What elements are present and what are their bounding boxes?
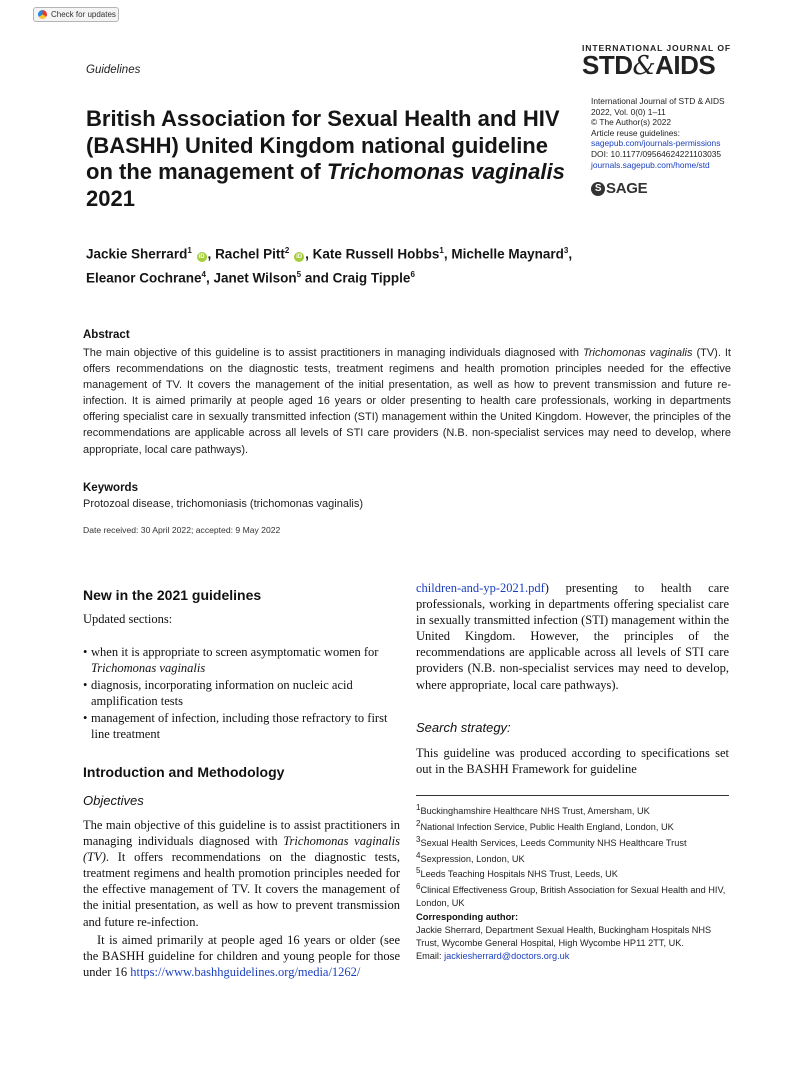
author-affiliation: 4 (201, 269, 206, 279)
abstract-part: (TV). It offers recommendations on the diagnostic tests, treatment regimens and health promotion principles needed for the effective management of TV. It covers the management of the initial presentation, as well as how to prevent transmission and future re-infection. It is aimed primarily at people aged 16 years or older presenting to health care professionals, working in departments offering specialist care in sexually transmitted infection (STI) management within the United Kingdom. However, the principles of the recommendations are applicable across all levels of STI care providers (N.B. non-specialist services may need to develop, where appropriate, local care pathways). (83, 347, 731, 456)
list-item-italic: Trichomonas vaginalis (91, 661, 206, 675)
author-affiliation: 1 (187, 246, 192, 255)
journal-home-link[interactable]: journals.sagepub.com/home/std (591, 159, 710, 170)
paragraph (83, 817, 400, 930)
author-affiliation: 6 (410, 269, 415, 279)
journal-info-line: International Journal of STD & AIDS (591, 96, 725, 106)
article-title (86, 106, 571, 212)
keywords-text: Protozoal disease, trichomoniasis (trichomonas vaginalis) (83, 498, 364, 510)
author-name: Jackie Sherrard (86, 246, 188, 262)
author-name: Rachel Pitt (215, 246, 285, 262)
list-item-text: management of infection, including those refractory to first line treatment (91, 711, 388, 741)
journal-logo-aids: AIDS (655, 50, 716, 80)
title-main: British Association for Sexual Health and HIV (BASHH) United Kingdom national guideline on the management of (86, 106, 560, 184)
section-label: Guidelines (86, 64, 141, 76)
paragraph (83, 932, 400, 980)
affiliation-text: Clinical Effectiveness Group, British Association for Sexual Health and HIV, London, UK (416, 885, 726, 909)
new-guidelines-heading: New in the 2021 guidelines (83, 587, 262, 603)
affiliation-text: Leeds Teaching Hospitals NHS Trust, Leeds, UK (420, 869, 618, 880)
author-affiliation: 5 (296, 269, 302, 279)
paragraph-part: It is aimed primarily at people aged 16 years or older (see the BASHH guideline for children and young people for those under 16 (83, 932, 400, 979)
bashh-guideline-link-continued[interactable]: children-and-yp-2021.pdf (416, 581, 545, 595)
author-name: Craig Tipple (332, 270, 411, 285)
orcid-icon[interactable]: iD (296, 253, 303, 260)
author-name: Michelle Maynard (451, 246, 564, 262)
author-list: Jackie Sherrard$^1$ iD , Rachel Pitt$^2$ iD , Kate Russell Hobbs$^1$, Michelle Maynard$^3$, Eleanor Cochrane$^4$, Janet Wilson$^5$ and Craig Tipple$^6$ (86, 246, 573, 285)
journal-info-line: Article reuse guidelines: (591, 127, 680, 138)
affiliation-number: 5 (416, 866, 421, 876)
affiliation-number: 6 (416, 882, 421, 892)
author-affiliation: 3 (563, 246, 569, 255)
search-strategy-text: This guideline was produced according to specifications set out in the BASHH Framework for guideline (416, 746, 729, 777)
check-for-updates-badge[interactable] (33, 7, 119, 22)
paragraph-part: ) presenting to health care professionals, working in departments offering specialist care in sexually transmitted infection (STI) management within the United Kingdom. However, the principles of the recommendations are applicable across all levels of STI care providers (N.B. non-specialist services may need to develop, where appropriate, local care pathways). (416, 581, 729, 692)
affiliation-text: Sexpression, London, UK (420, 853, 525, 864)
author-affiliation: 1 (439, 246, 444, 255)
authors-and: and (304, 270, 329, 285)
bashh-guideline-link[interactable]: https://www.bashhguidelines.org/media/1262/ (130, 964, 361, 979)
affiliation-number: 1 (416, 803, 421, 812)
abstract-italic: Trichomonas vaginalis (582, 347, 693, 359)
sage-icon: S (591, 182, 605, 196)
sage-logo (591, 180, 647, 197)
list-item (83, 677, 400, 709)
objectives-text (83, 817, 400, 980)
affiliation (416, 802, 736, 818)
author-affiliation: 2 (284, 246, 290, 255)
corresponding-email-row (416, 950, 736, 963)
affiliation (416, 881, 736, 910)
affiliation-number: 3 (416, 834, 421, 844)
affiliation-text: Sexual Health Services, Leeds Community NHS Healthcare Trust (420, 837, 687, 848)
abstract-part: The main objective of this guideline is to assist practitioners in managing individuals diagnosed with (83, 347, 583, 359)
updated-sections-label: Updated sections: (83, 612, 173, 626)
affiliation (416, 834, 736, 850)
corresponding-address: Jackie Sherrard, Department Sexual Health, Buckingham Hospitals NHS Trust, Wycombe General Hospital, High Wycombe HP11 2TT, UK. (416, 925, 712, 948)
journal-logo (582, 43, 732, 81)
crossmark-icon (38, 10, 47, 19)
search-strategy-heading: Search strategy: (416, 720, 511, 735)
journal-info (591, 96, 791, 170)
email-label: Email: (416, 950, 445, 961)
corresponding-author-text (416, 924, 736, 962)
corresponding-author-heading: Corresponding author: (416, 911, 519, 922)
objectives-heading: Objectives (83, 793, 144, 808)
sage-label: SAGE (606, 180, 648, 197)
objectives-text-continued (416, 580, 729, 693)
paragraph-italic: Trichomonas vaginalis (TV) (83, 834, 400, 865)
affiliation-text: National Infection Service, Public Health England, London, UK (420, 821, 674, 832)
keywords-heading: Keywords (83, 482, 138, 494)
date-received: Date received: 30 April 2022; accepted: 9 May 2022 (83, 525, 281, 535)
doi: DOI: 10.1177/09564624221103035 (591, 148, 722, 159)
affiliations-list (416, 802, 736, 910)
list-item (83, 644, 400, 676)
journal-logo-amp: & (632, 51, 656, 81)
journal-logo-bottom (582, 50, 732, 81)
email-link[interactable]: jackiesherrard@doctors.org.uk (444, 950, 570, 961)
title-italic: Trichomonas vaginalis (326, 159, 565, 184)
journal-info-line: © The Author(s) 2022 (591, 117, 672, 128)
list-item-text: when it is appropriate to screen asymptomatic women for (91, 645, 379, 659)
author-name: Janet Wilson (213, 270, 297, 285)
affiliation (416, 850, 736, 866)
journal-logo-std: STD (582, 50, 633, 80)
list-item (83, 710, 400, 742)
check-for-updates-label: Check for updates (51, 10, 116, 19)
affiliation-text: Buckinghamshire Healthcare NHS Trust, Amersham, UK (420, 806, 650, 817)
affiliation (416, 865, 736, 881)
updated-sections-list (83, 644, 400, 743)
author-name: Eleanor Cochrane (86, 270, 202, 285)
affiliation (416, 818, 736, 834)
title-year: 2021 (86, 185, 135, 211)
abstract-heading: Abstract (83, 329, 130, 341)
abstract-text (83, 345, 731, 458)
journal-logo-top: INTERNATIONAL JOURNAL OF (582, 43, 732, 53)
affiliation-number: 4 (416, 850, 421, 860)
author-name: Kate Russell Hobbs (312, 246, 440, 262)
journal-info-line: 2022, Vol. 0(0) 1–11 (591, 106, 666, 117)
affiliation-number: 2 (416, 818, 421, 828)
list-item-text: diagnosis, incorporating information on nucleic acid amplification tests (91, 678, 353, 708)
paragraph-part: . It offers recommendations on the diagnostic tests, treatment regimens and health promotion principles needed for the effective management of TV. It covers the management of the initial presentation, as well as how to prevent transmission and future re-infection. (83, 850, 400, 929)
orcid-icon[interactable]: iD (198, 253, 205, 260)
permissions-link[interactable]: sagepub.com/journals-permissions (591, 138, 721, 149)
footnote-divider (416, 795, 729, 796)
paragraph-part: The main objective of this guideline is to assist practitioners in managing individuals diagnosed with (83, 818, 400, 849)
intro-heading: Introduction and Methodology (83, 764, 285, 780)
